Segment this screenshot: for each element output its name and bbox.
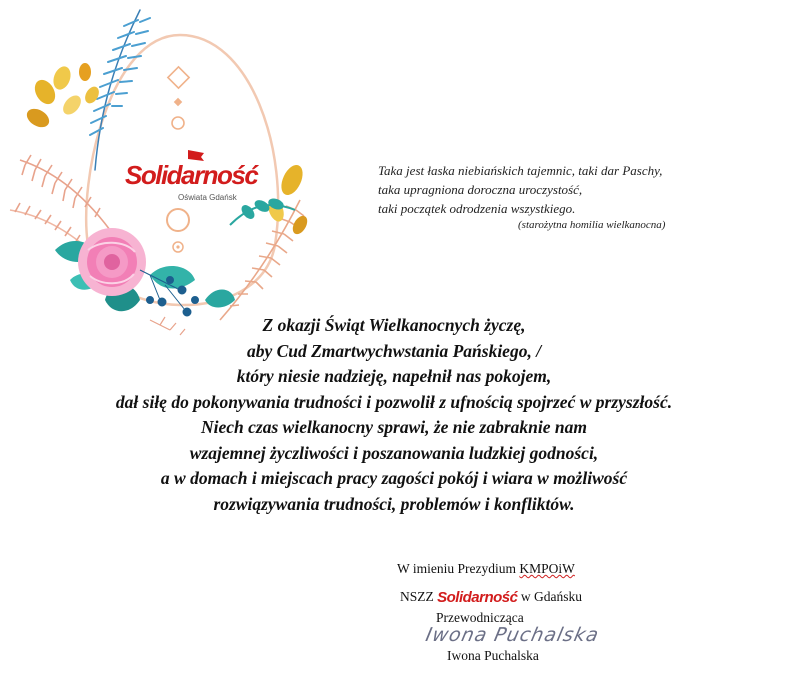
wish-line: Z okazji Świąt Wielkanocnych życzę, [262,315,526,335]
quote-line: taka upragniona doroczna uroczystość, [378,182,583,197]
easter-wreath-illustration [0,0,330,345]
circle-ornament-large [167,209,189,231]
role-title: Przewodnicząca [436,610,524,625]
wish-line: a w domach i miejscach pracy zagości pokój i wiara w możliwość [160,468,628,488]
circle-ornament [172,117,184,129]
wish-line: Niech czas wielkanocny sprawi, że nie zabraknie nam [201,417,587,437]
homily-quote [378,161,718,232]
handwritten-signature: Iwona Puchalska [423,624,602,646]
signature-line-2: NSZZ Solidarność w Gdańsku [400,589,582,606]
solidarnosc-logo: Solidarność [125,160,258,190]
pink-rose [78,228,146,296]
blue-feather [90,10,150,170]
logo-org-text: Oświata Gdańsk [178,193,237,202]
wish-line: wzajemnej życzliwości i poszanowania ludzkiej godności, [189,442,599,463]
signature-line-1: W imieniu Prezydium KMPOiW [397,561,575,576]
signer-name: Iwona Puchalska [447,648,539,663]
solidarnosc-small-logo: Solidarność [437,589,518,606]
quote-line: taki początek odrodzenia wszystkiego. [378,201,576,216]
diamond-ornament-small [174,98,182,106]
wish-line: dał siłę do pokonywania trudności i pozwolił z ufnością spojrzeć w przyszłość. [115,391,673,412]
easter-wishes [0,313,788,517]
wish-line: rozwiązywania trudności, problemów i konfliktów. [213,493,575,514]
wish-line: który niesie nadzieję, napełnił nas pokojem, [236,366,552,386]
diamond-ornament [168,67,189,88]
wish-line: aby Cud Zmartwychwstania Pańskiego, / [246,340,542,361]
yellow-leaves-left [24,63,102,131]
quote-source: (starożytna homilia wielkanocna) [518,219,666,231]
org-abbreviation: KMPOiW [519,561,575,576]
quote-line: Taka jest łaska niebiańskich tajemnic, taki dar Paschy, [378,163,663,178]
